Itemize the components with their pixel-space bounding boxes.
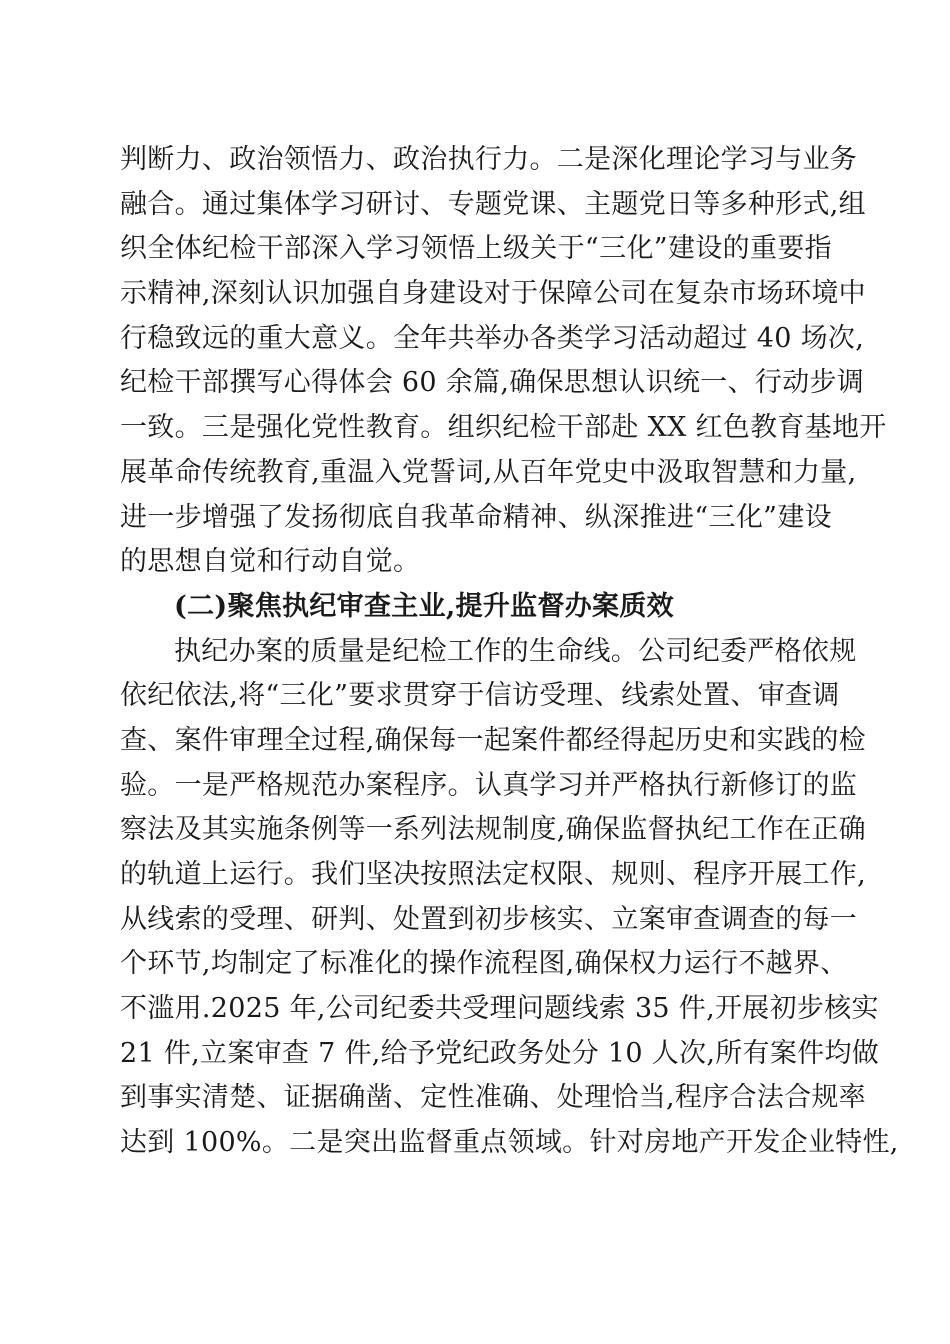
text-line: 执纪办案的质量是纪检工作的生命线。公司纪委严格依规 [174, 635, 857, 667]
text-line: 查、案件审理全过程,确保每一起案件都经得起历史和实践的检 [120, 724, 866, 756]
text-line: 一致。三是强化党性教育。组织纪检干部赴 XX 红色教育基地开 [120, 412, 887, 444]
text-line: 验。一是严格规范办案程序。认真学习并严格执行新修订的监 [120, 769, 858, 801]
text-line: 的轨道上运行。我们坚决按照法定权限、规则、程序开展工作, [120, 859, 866, 890]
text-line: 融合。通过集体学习研讨、专题党课、主题党日等多种形式,组 [120, 188, 866, 220]
text-line: 到事实清楚、证据确凿、定性准确、处理恰当,程序合法合规率 [120, 1082, 866, 1114]
text-line: 察法及其实施条例等一系列法规制度,确保监督执纪工作在正确 [120, 814, 866, 846]
text-line: 进一步增强了发扬彻底自我革命精神、纵深推进“三化”建设 [120, 501, 832, 533]
text-line: 从线索的受理、研判、处置到初步核实、立案审查调查的每一 [120, 903, 858, 935]
text-line: 展革命传统教育,重温入党誓词,从百年党史中汲取智慧和力量, [120, 456, 857, 488]
text-line: 不滥用.2025 年,公司纪委共受理问题线索 35 件,开展初步核实 [120, 993, 879, 1025]
text-line: 达到 100%。二是突出监督重点领域。针对房地产开发企业特性, [120, 1127, 899, 1159]
text-line: 判断力、政治领悟力、政治执行力。二是深化理论学习与业务 [120, 144, 858, 175]
text-line: 纪检干部撰写心得体会 60 余篇,确保思想认识统一、行动步调 [120, 367, 865, 399]
section-heading: (二)聚焦执纪审查主业,提升监督办案质效 [174, 590, 674, 622]
text-line: 行稳致远的重大意义。全年共举办各类学习活动超过 40 场次, [120, 322, 865, 354]
text-line: 示精神,深刻认识加强自身建设对于保障公司在复杂市场环境中 [120, 278, 866, 310]
text-line: 个环节,均制定了标准化的操作流程图,确保权力运行不越界、 [120, 948, 848, 980]
text-line: 织全体纪检干部深入学习领悟上级关于“三化”建设的重要指 [120, 233, 832, 265]
text-line: 依纪依法,将“三化”要求贯穿于信访受理、线索处置、审查调 [120, 680, 840, 712]
text-line: 的思想自觉和行动自觉。 [120, 546, 421, 578]
document-body [120, 138, 899, 1166]
text-line: 21 件,立案审查 7 件,给予党纪政务处分 10 人次,所有案件均做 [120, 1037, 880, 1069]
